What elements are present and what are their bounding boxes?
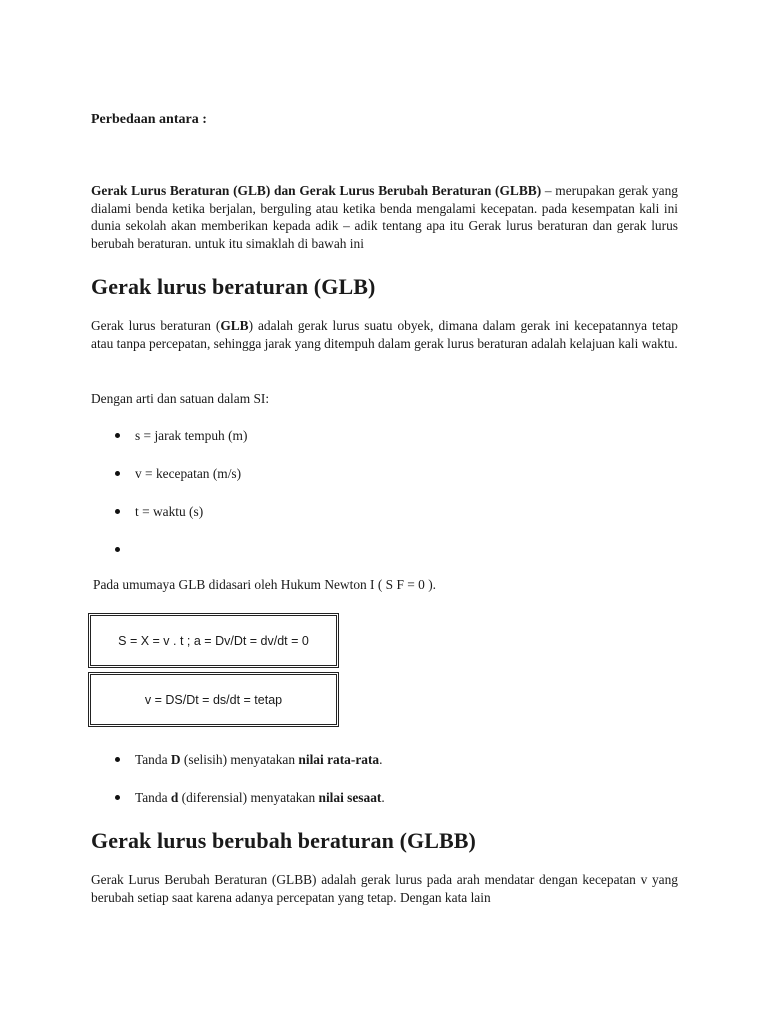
intro-paragraph: [91, 182, 678, 252]
list-item: [91, 541, 247, 579]
heading-glbb: Gerak lurus berubah beraturan (GLBB): [91, 828, 476, 853]
glb-desc-part-2: ) adalah gerak lurus suatu obyek, dimana dalam gerak ini kecepatannya tetap atau tanpa percepatan, sehingga jarak yang ditempuh dalam gerak lurus beraturan adalah kelajuan kali waktu.: [91, 318, 678, 351]
item-text: Tanda: [135, 790, 171, 805]
glb-description: [91, 317, 678, 352]
glbb-description: Gerak Lurus Berubah Beraturan (GLBB) adalah gerak lurus pada arah mendatar dengan kecepatan v yang berubah setiap saat karena adanya percepatan yang tetap. Dengan kata lain: [91, 872, 678, 905]
list-item: [91, 751, 385, 789]
glb-desc-part-1: Gerak lurus beraturan (: [91, 318, 221, 333]
heading-glb: Gerak lurus beraturan (GLB): [91, 274, 376, 299]
glb-desc-bold: GLB: [220, 318, 249, 333]
formula-box-2: [88, 672, 339, 727]
intro-bold-text: Gerak Lurus Beraturan (GLB) dan Gerak Lurus Berubah Beraturan (GLBB): [91, 183, 542, 198]
formula-box-1: [88, 613, 339, 668]
formula-2: v = DS/Dt = ds/dt = tetap: [144, 692, 283, 707]
term-average: nilai rata-rata: [298, 752, 380, 767]
symbol-delta: D: [170, 752, 181, 767]
symbol-d: d: [170, 790, 179, 805]
list-item: v = kecepatan (m/s): [91, 465, 247, 503]
formula-1: S = X = v . t ; a = Dv/Dt = dv/dt = 0: [118, 633, 309, 648]
newton-law-text: Pada umumaya GLB didasari oleh Hukum Newton I ( S F = 0 ).: [93, 577, 437, 592]
si-units-list: [91, 427, 247, 579]
list-item: t = waktu (s): [91, 503, 247, 541]
item-text: (selisih) menyatakan: [180, 752, 299, 767]
term-instant: nilai sesaat: [318, 790, 382, 805]
item-text: (diferensial) menyatakan: [178, 790, 319, 805]
intro-text: – merupakan gerak yang dialami benda ketika berjalan, berguling atau ketika benda mengalami kecepatan. pada kesempatan kali ini dunia sekolah akan memberikan kepada adik – adik tentang apa itu Gerak lurus beraturan dan gerak lurus berubah beraturan. untuk itu simaklah di bawah ini: [91, 183, 678, 251]
list-item: [91, 789, 385, 827]
symbol-list: [91, 751, 385, 827]
item-text: .: [381, 790, 385, 805]
intro-label: Perbedaan antara :: [91, 112, 207, 127]
list-item: s = jarak tempuh (m): [91, 427, 247, 465]
item-text: .: [379, 752, 383, 767]
si-intro: Dengan arti dan satuan dalam SI:: [91, 391, 270, 406]
item-text: Tanda: [135, 752, 171, 767]
